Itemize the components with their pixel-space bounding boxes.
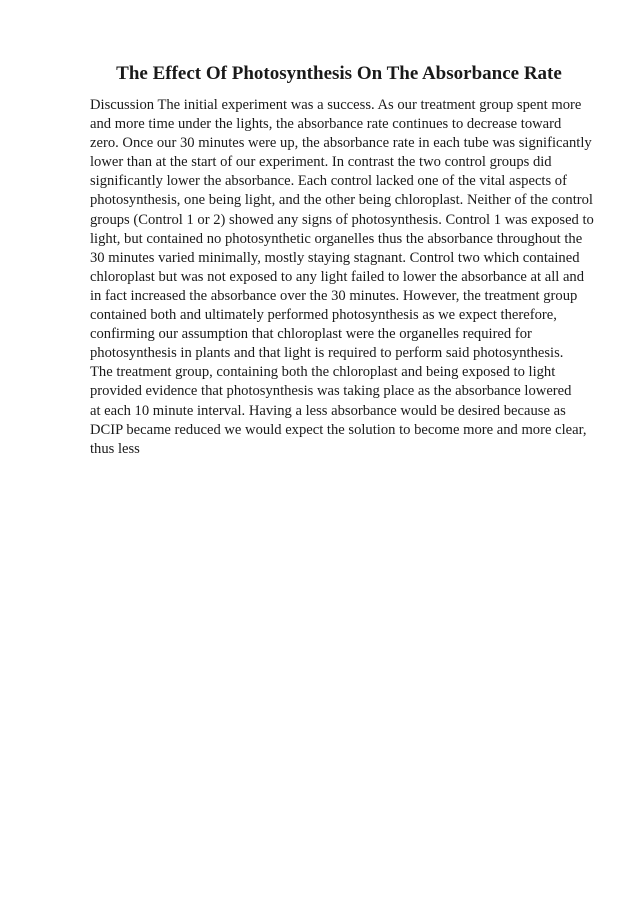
paragraph-line: Discussion The initial experiment was a success. As our treatment group spent more xyxy=(90,97,582,113)
paragraph-line: contained both and ultimately performed photosynthesis as we expect therefore, xyxy=(90,307,557,324)
paragraph-line: 30 minutes varied minimally, mostly staying stagnant. Control two which contained xyxy=(90,249,580,266)
document-title: The Effect Of Photosynthesis On The Absorbance Rate xyxy=(116,63,562,84)
discussion-paragraph xyxy=(90,96,610,459)
paragraph-line: groups (Control 1 or 2) showed any signs of photosynthesis. Control 1 was exposed to xyxy=(90,211,594,228)
paragraph-line: zero. Once our 30 minutes were up, the absorbance rate in each tube was significantly xyxy=(90,135,592,152)
paragraph-line: and more time under the lights, the absorbance rate continues to decrease toward xyxy=(90,116,562,133)
paragraph-line: in fact increased the absorbance over the 30 minutes. However, the treatment group xyxy=(90,287,578,304)
paragraph-line: photosynthesis in plants and that light is required to perform said photosynthesis. xyxy=(90,345,564,362)
paragraph-line: at each 10 minute interval. Having a less absorbance would be desired because as xyxy=(90,402,566,419)
paragraph-line: significantly lower the absorbance. Each control lacked one of the vital aspects of xyxy=(90,173,567,190)
paragraph-line: photosynthesis, one being light, and the other being chloroplast. Neither of the control xyxy=(90,192,593,209)
paragraph-line: chloroplast but was not exposed to any light failed to lower the absorbance at all and xyxy=(90,268,585,285)
paragraph-line: DCIP became reduced we would expect the solution to become more and more clear, xyxy=(90,421,587,438)
paragraph-line: thus less xyxy=(90,440,140,457)
paragraph-line: The treatment group, containing both the chloroplast and being exposed to light xyxy=(90,364,556,381)
paragraph-line: confirming our assumption that chloroplast were the organelles required for xyxy=(90,326,532,343)
paragraph-line: lower than at the start of our experiment. In contrast the two control groups did xyxy=(90,154,552,171)
paragraph-line: provided evidence that photosynthesis was taking place as the absorbance lowered xyxy=(90,383,572,400)
paragraph-line: light, but contained no photosynthetic organelles thus the absorbance throughout the xyxy=(90,230,583,247)
